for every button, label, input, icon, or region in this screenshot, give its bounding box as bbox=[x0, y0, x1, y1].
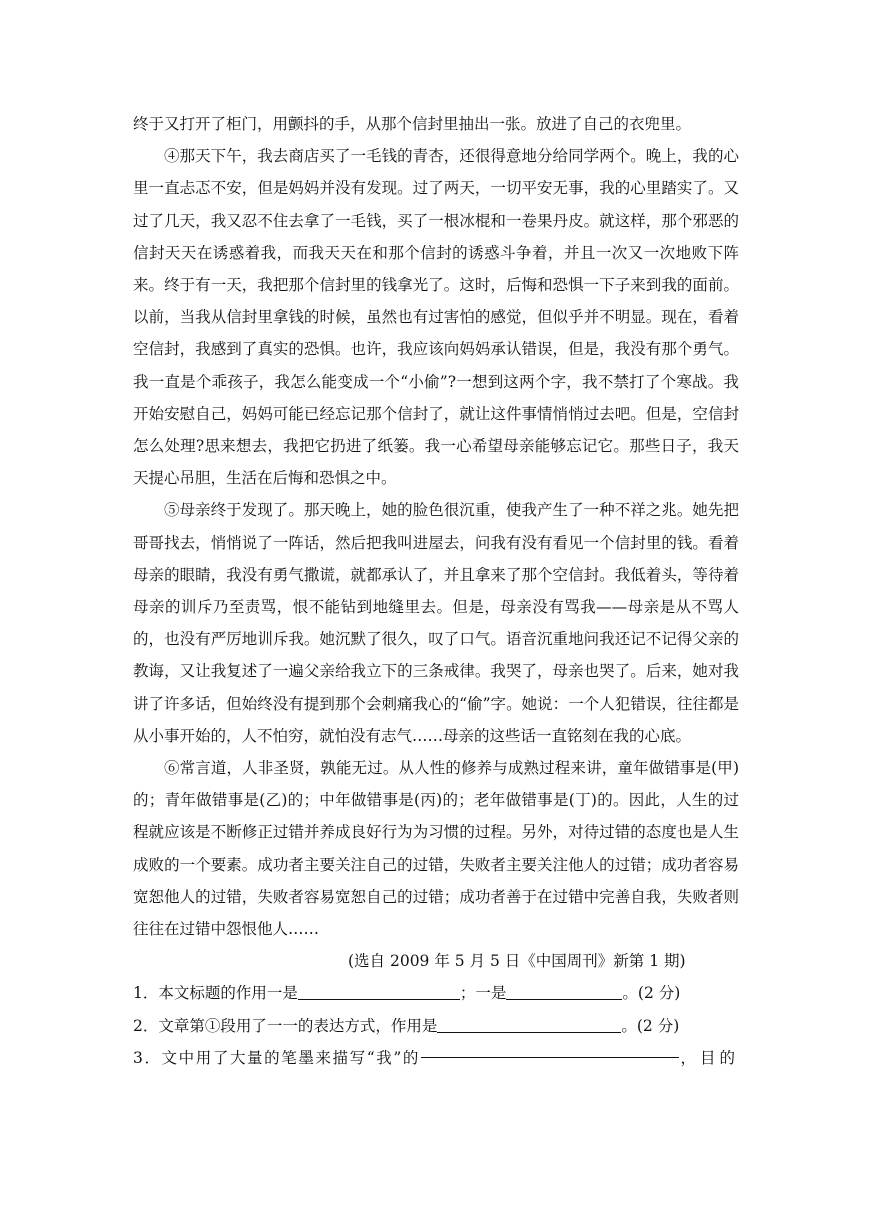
paragraph-5: ⑤母亲终于发现了。那天晚上，她的脸色很沉重，使我产生了一种不祥之兆。她先把哥哥找去，悄悄说了一阵话，然后把我叫进屋去，问我有没有看见一个信封里的钱。看着母亲的眼睛，我没有勇气撒谎，就都承认了，并且拿来了那个空信封。我低着头，等待着母亲的训斥乃至责骂，恨不能钻到地缝里去。但是，母亲没有骂我——母亲是从不骂人的，也没有严厉地训斥我。她沉默了很久，叹了口气。语音沉重地问我还记不记得父亲的教诲，又让我复述了一遍父亲给我立下的三条戒律。我哭了，母亲也哭了。后来，她对我讲了许多话，但始终没有提到那个会刺痛我心的“偷”字。她说：一个人犯错误，往往都是从小事开始的，人不怕穷，就怕没有志气……母亲的这些话一直铭刻在我的心底。 bbox=[133, 501, 739, 745]
question-1 bbox=[133, 977, 739, 1009]
source-citation: (选自 2009 年 5 月 5 日《中国周刊》新第 1 期) bbox=[348, 952, 686, 971]
question-3-prefix: 3．文中用了大量的笔墨来描写“我”的 bbox=[133, 1048, 421, 1067]
question-1-suffix: 。(2 分) bbox=[622, 984, 681, 1003]
paragraph-continuation: 终于又打开了柜门，用颤抖的手，从那个信封里抽出一张。放进了自己的衣兜里。 bbox=[133, 115, 692, 133]
document-page bbox=[133, 108, 739, 1074]
question-1-blank-1[interactable] bbox=[298, 984, 460, 1001]
question-3 bbox=[133, 1042, 739, 1074]
question-1-prefix: 1．本文标题的作用一是 bbox=[133, 984, 298, 1003]
question-3-suffix: ，目的 bbox=[680, 1048, 739, 1067]
question-1-mid: ；一是 bbox=[459, 984, 507, 1003]
question-1-blank-2[interactable] bbox=[506, 984, 622, 1001]
question-3-blank[interactable] bbox=[421, 1042, 679, 1059]
question-2-suffix: 。(2 分) bbox=[621, 1016, 680, 1035]
paragraph-4: ④那天下午，我去商店买了一毛钱的青杏，还很得意地分给同学两个。晚上，我的心里一直忐忑不安，但是妈妈并没有发现。过了两天，一切平安无事，我的心里踏实了。又过了几天，我又忍不住去拿了一毛钱，买了一根冰棍和一卷果丹皮。就这样，那个邪恶的信封天天在诱惑着我，而我天天在和那个信封的诱惑斗争着，并且一次又一次地败下阵来。终于有一天，我把那个信封里的钱拿光了。这时，后悔和恐惧一下子来到我的面前。以前，当我从信封里拿钱的时候，虽然也有过害怕的感觉，但似乎并不明显。现在，看着空信封，我感到了真实的恐惧。也许，我应该向妈妈承认错误，但是，我没有那个勇气。我一直是个乖孩子，我怎么能变成一个“小偷”?一想到这两个字，我不禁打了个寒战。我开始安慰自己，妈妈可能已经忘记那个信封了，就让这件事情悄悄过去吧。但是，空信封怎么处理?思来想去，我把它扔进了纸篓。我一心希望母亲能够忘记它。那些日子，我天天提心吊胆，生活在后悔和恐惧之中。 bbox=[133, 147, 739, 488]
question-2-blank[interactable] bbox=[437, 1016, 621, 1033]
question-2 bbox=[133, 1010, 739, 1042]
question-2-prefix: 2．文章第①段用了一一的表达方式，作用是 bbox=[133, 1016, 438, 1035]
paragraph-6: ⑥常言道，人非圣贤，孰能无过。从人性的修养与成熟过程来讲，童年做错事是(甲)的；青年做错事是(乙)的；中年做错事是(丙)的；老年做错事是(丁)的。因此，人生的过程就应该是不断修正过错并养成良好行为为习惯的过程。另外，对待过错的态度也是人生成败的一个要素。成功者主要关注自己的过错，失败者主要关注他人的过错；成功者容易宽恕他人的过错，失败者容易宽恕自己的过错；成功者善于在过错中完善自我，失败者则往往在过错中怨恨他人…… bbox=[133, 759, 739, 939]
